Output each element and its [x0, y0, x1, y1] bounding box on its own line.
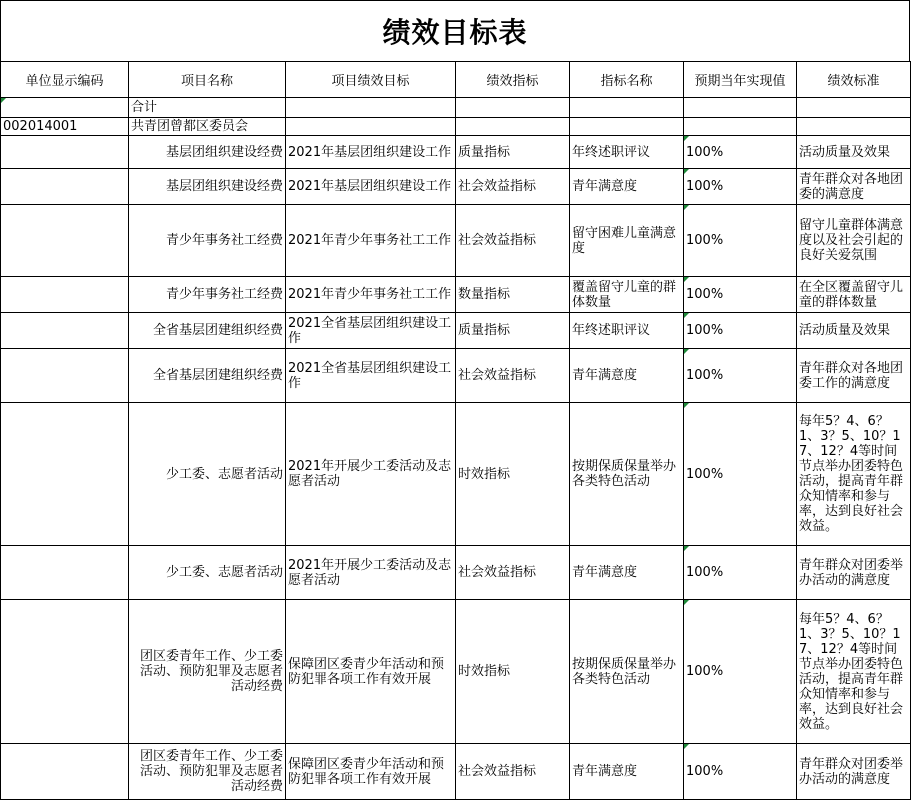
project-cell[interactable]: 团区委青年工作、少工委活动、预防犯罪及志愿者活动经费: [129, 600, 286, 744]
value-cell[interactable]: 100%: [684, 277, 797, 313]
table-row: [1, 546, 911, 600]
sheet-title: 绩效目标表: [0, 0, 910, 62]
standard-cell[interactable]: 每年5？4、6？1、3？5、10？17、12？4等时间节点举办团委特色活动，提高青年群众知情率和参与率，达到良好社会效益。: [797, 403, 911, 546]
code-cell[interactable]: [1, 169, 129, 205]
empty-cell[interactable]: [684, 98, 797, 118]
metric-cell[interactable]: 青年满意度: [570, 744, 684, 800]
standard-cell[interactable]: 在全区覆盖留守儿童的群体数量: [797, 277, 911, 313]
table-row: [1, 205, 911, 277]
metric-cell[interactable]: 按期保质保量举办各类特色活动: [570, 600, 684, 744]
code-cell[interactable]: [1, 98, 129, 118]
goal-cell[interactable]: 2021年开展少工委活动及志愿者活动: [286, 403, 456, 546]
empty-cell[interactable]: [286, 98, 456, 118]
header-cell[interactable]: 预期当年实现值: [684, 62, 797, 98]
goal-cell[interactable]: 2021年基层团组织建设工作: [286, 169, 456, 205]
code-cell[interactable]: [1, 313, 129, 349]
header-cell[interactable]: 指标名称: [570, 62, 684, 98]
goal-cell[interactable]: 保障团区委青少年活动和预防犯罪各项工作有效开展: [286, 600, 456, 744]
value-cell[interactable]: 100%: [684, 349, 797, 403]
table-row: [1, 600, 911, 744]
project-cell[interactable]: 全省基层团建组织经费: [129, 313, 286, 349]
indicator-cell[interactable]: 质量指标: [456, 313, 570, 349]
header-cell[interactable]: 绩效指标: [456, 62, 570, 98]
project-cell[interactable]: 合计: [129, 98, 286, 118]
code-cell[interactable]: [1, 546, 129, 600]
header-cell[interactable]: 绩效标准: [797, 62, 911, 98]
project-cell[interactable]: 基层团组织建设经费: [129, 136, 286, 169]
goal-cell[interactable]: 保障团区委青少年活动和预防犯罪各项工作有效开展: [286, 744, 456, 800]
goal-cell[interactable]: 2021全省基层团组织建设工作: [286, 313, 456, 349]
standard-cell[interactable]: 留守儿童群体满意度以及社会引起的良好关爱氛围: [797, 205, 911, 277]
standard-cell[interactable]: 活动质量及效果: [797, 313, 911, 349]
metric-cell[interactable]: 覆盖留守儿童的群体数量: [570, 277, 684, 313]
code-cell[interactable]: [1, 136, 129, 169]
value-cell[interactable]: 100%: [684, 136, 797, 169]
metric-cell[interactable]: 青年满意度: [570, 546, 684, 600]
header-cell[interactable]: 项目绩效目标: [286, 62, 456, 98]
header-cell[interactable]: 项目名称: [129, 62, 286, 98]
metric-cell[interactable]: 年终述职评议: [570, 136, 684, 169]
project-cell[interactable]: 青少年事务社工经费: [129, 205, 286, 277]
indicator-cell[interactable]: 社会效益指标: [456, 169, 570, 205]
project-cell[interactable]: 全省基层团建组织经费: [129, 349, 286, 403]
standard-cell[interactable]: 活动质量及效果: [797, 136, 911, 169]
value-cell[interactable]: 100%: [684, 403, 797, 546]
table-row: [1, 136, 911, 169]
code-cell[interactable]: [1, 277, 129, 313]
empty-cell[interactable]: [797, 118, 911, 136]
empty-cell[interactable]: [570, 98, 684, 118]
indicator-cell[interactable]: 时效指标: [456, 600, 570, 744]
code-cell[interactable]: [1, 403, 129, 546]
project-cell[interactable]: 基层团组织建设经费: [129, 169, 286, 205]
standard-cell[interactable]: 青年群众对团委举办活动的满意度: [797, 546, 911, 600]
value-cell[interactable]: 100%: [684, 313, 797, 349]
table-row: [1, 313, 911, 349]
indicator-cell[interactable]: 数量指标: [456, 277, 570, 313]
empty-cell[interactable]: [797, 98, 911, 118]
summary-row: [1, 98, 911, 118]
code-cell[interactable]: [1, 205, 129, 277]
performance-table: [0, 61, 911, 800]
goal-cell[interactable]: 2021年青少年事务社工工作: [286, 277, 456, 313]
header-row: [1, 62, 911, 98]
indicator-cell[interactable]: 社会效益指标: [456, 546, 570, 600]
indicator-cell[interactable]: 社会效益指标: [456, 205, 570, 277]
value-cell[interactable]: 100%: [684, 205, 797, 277]
table-row: [1, 403, 911, 546]
code-cell[interactable]: [1, 349, 129, 403]
indicator-cell[interactable]: 社会效益指标: [456, 349, 570, 403]
goal-cell[interactable]: 2021全省基层团组织建设工作: [286, 349, 456, 403]
standard-cell[interactable]: 每年5？4、6？1、3？5、10？17、12？4等时间节点举办团委特色活动，提高青年群众知情率和参与率，达到良好社会效益。: [797, 600, 911, 744]
table-row: [1, 169, 911, 205]
header-cell[interactable]: 单位显示编码: [1, 62, 129, 98]
table-row: [1, 277, 911, 313]
project-cell[interactable]: 团区委青年工作、少工委活动、预防犯罪及志愿者活动经费: [129, 744, 286, 800]
indicator-cell[interactable]: 质量指标: [456, 136, 570, 169]
code-cell[interactable]: [1, 600, 129, 744]
value-cell[interactable]: 100%: [684, 546, 797, 600]
empty-cell[interactable]: [570, 118, 684, 136]
code-cell[interactable]: [1, 744, 129, 800]
indicator-cell[interactable]: 社会效益指标: [456, 744, 570, 800]
table-row: [1, 744, 911, 800]
value-cell[interactable]: 100%: [684, 600, 797, 744]
table-row: [1, 349, 911, 403]
project-cell[interactable]: 共青团曾都区委员会: [129, 118, 286, 136]
goal-cell[interactable]: 2021年基层团组织建设工作: [286, 136, 456, 169]
empty-cell[interactable]: [286, 118, 456, 136]
value-cell[interactable]: 100%: [684, 169, 797, 205]
standard-cell[interactable]: 青年群众对各地团委工作的满意度: [797, 349, 911, 403]
unit-row: [1, 118, 911, 136]
empty-cell[interactable]: [456, 118, 570, 136]
project-cell[interactable]: 青少年事务社工经费: [129, 277, 286, 313]
project-cell[interactable]: 少工委、志愿者活动: [129, 546, 286, 600]
empty-cell[interactable]: [456, 98, 570, 118]
code-cell[interactable]: 002014001: [1, 118, 129, 136]
metric-cell[interactable]: 青年满意度: [570, 169, 684, 205]
value-cell[interactable]: 100%: [684, 744, 797, 800]
metric-cell[interactable]: 年终述职评议: [570, 313, 684, 349]
metric-cell[interactable]: 青年满意度: [570, 349, 684, 403]
indicator-cell[interactable]: 时效指标: [456, 403, 570, 546]
project-cell[interactable]: 少工委、志愿者活动: [129, 403, 286, 546]
metric-cell[interactable]: 留守困难儿童满意度: [570, 205, 684, 277]
goal-cell[interactable]: 2021年开展少工委活动及志愿者活动: [286, 546, 456, 600]
empty-cell[interactable]: [684, 118, 797, 136]
goal-cell[interactable]: 2021年青少年事务社工工作: [286, 205, 456, 277]
standard-cell[interactable]: 青年群众对各地团委的满意度: [797, 169, 911, 205]
metric-cell[interactable]: 按期保质保量举办各类特色活动: [570, 403, 684, 546]
standard-cell[interactable]: 青年群众对团委举办活动的满意度: [797, 744, 911, 800]
